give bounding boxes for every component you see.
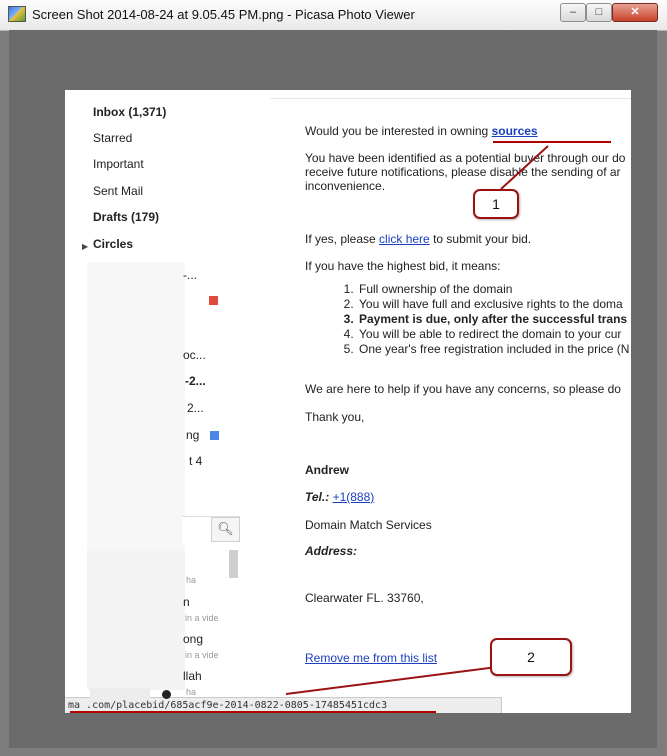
sidebar-item-inbox: Inbox (1,371) — [93, 105, 167, 119]
status-bar-url: ma .com/placebid/685acf9e-2014-0822-0805-17485451cdc3 — [65, 697, 502, 713]
list-item: 5. One year's free registration included in the price (N — [357, 342, 629, 357]
bid-prefix: If yes, please — [305, 232, 380, 246]
annotation-underline — [70, 711, 436, 713]
buyer-paragraph-line: You have been identified as a potential buyer through our do — [305, 151, 626, 165]
label-fragment: -... — [183, 268, 197, 282]
chat-status: ha — [186, 687, 197, 697]
tel-label: Tel.: — [305, 490, 330, 504]
label-fragment: -2... — [185, 374, 206, 388]
domain-link[interactable]: sources — [491, 124, 538, 138]
chat-contact[interactable]: n — [183, 595, 190, 609]
thanks-line: Thank you, — [305, 410, 365, 424]
expand-arrow-icon: ▶ — [82, 242, 89, 251]
annotation-pointer — [286, 667, 497, 694]
remove-link[interactable]: Remove me from this list — [305, 651, 438, 665]
search-icon[interactable]: 🔍︎ — [211, 517, 240, 542]
intro-text: Would you be interested in owning — [305, 124, 492, 138]
signature-name: Andrew — [305, 463, 350, 477]
list-item: 4. You will be able to redirect the domain to your cur — [357, 327, 629, 342]
annotation-callout-1: 1 — [473, 189, 519, 219]
annotation-underline — [493, 141, 611, 143]
sidebar-item-sent: Sent Mail — [93, 184, 144, 198]
highest-bid-line: If you have the highest bid, it means: — [305, 259, 501, 273]
label-fragment: t 4 — [189, 454, 203, 468]
annotation-callout-2: 2 — [490, 638, 572, 676]
address-label: Address: — [305, 544, 358, 558]
sidebar-item-starred: Starred — [93, 131, 133, 145]
sidebar-item-important: Important — [93, 157, 144, 171]
window-title: Screen Shot 2014-08-24 at 9.05.45 PM.png - Picasa Photo Viewer — [32, 7, 415, 22]
help-line: We are here to help if you have any concerns, so please do — [305, 382, 621, 396]
minimize-button[interactable]: – — [560, 3, 586, 22]
buyer-paragraph-line: inconvenience. — [305, 179, 386, 193]
chat-contact[interactable]: llah — [183, 669, 202, 683]
sidebar-item-circles: Circles — [93, 237, 134, 251]
annotation-pointer — [501, 146, 548, 189]
city-line: Clearwater FL. 33760, — [305, 591, 424, 605]
chat-status: in a vide — [185, 650, 219, 660]
chat-contact[interactable]: ong — [183, 632, 204, 646]
close-button[interactable]: ✕ — [612, 3, 658, 22]
list-item: 1. Full ownership of the domain — [357, 282, 629, 297]
click-here-link[interactable]: click here — [379, 232, 430, 246]
bid-suffix: to submit your bid. — [429, 232, 532, 246]
sidebar-item-drafts: Drafts (179) — [93, 210, 160, 224]
label-fragment: oc... — [183, 348, 206, 362]
chat-status: in a vide — [185, 613, 219, 623]
company-line: Domain Match Services — [305, 518, 432, 532]
maximize-button[interactable]: □ — [586, 3, 612, 22]
buyer-paragraph-line: receive future notifications, please disable the sending of ar — [305, 165, 621, 179]
label-fragment: 2... — [187, 401, 204, 415]
list-item: 2. You will have full and exclusive rights to the doma — [357, 297, 629, 312]
chat-status: ha — [186, 575, 197, 585]
label-fragment: ng — [186, 428, 200, 442]
phone-link[interactable]: +1(888) — [332, 490, 375, 504]
list-item: 3. Payment is due, only after the successful trans — [357, 312, 629, 327]
